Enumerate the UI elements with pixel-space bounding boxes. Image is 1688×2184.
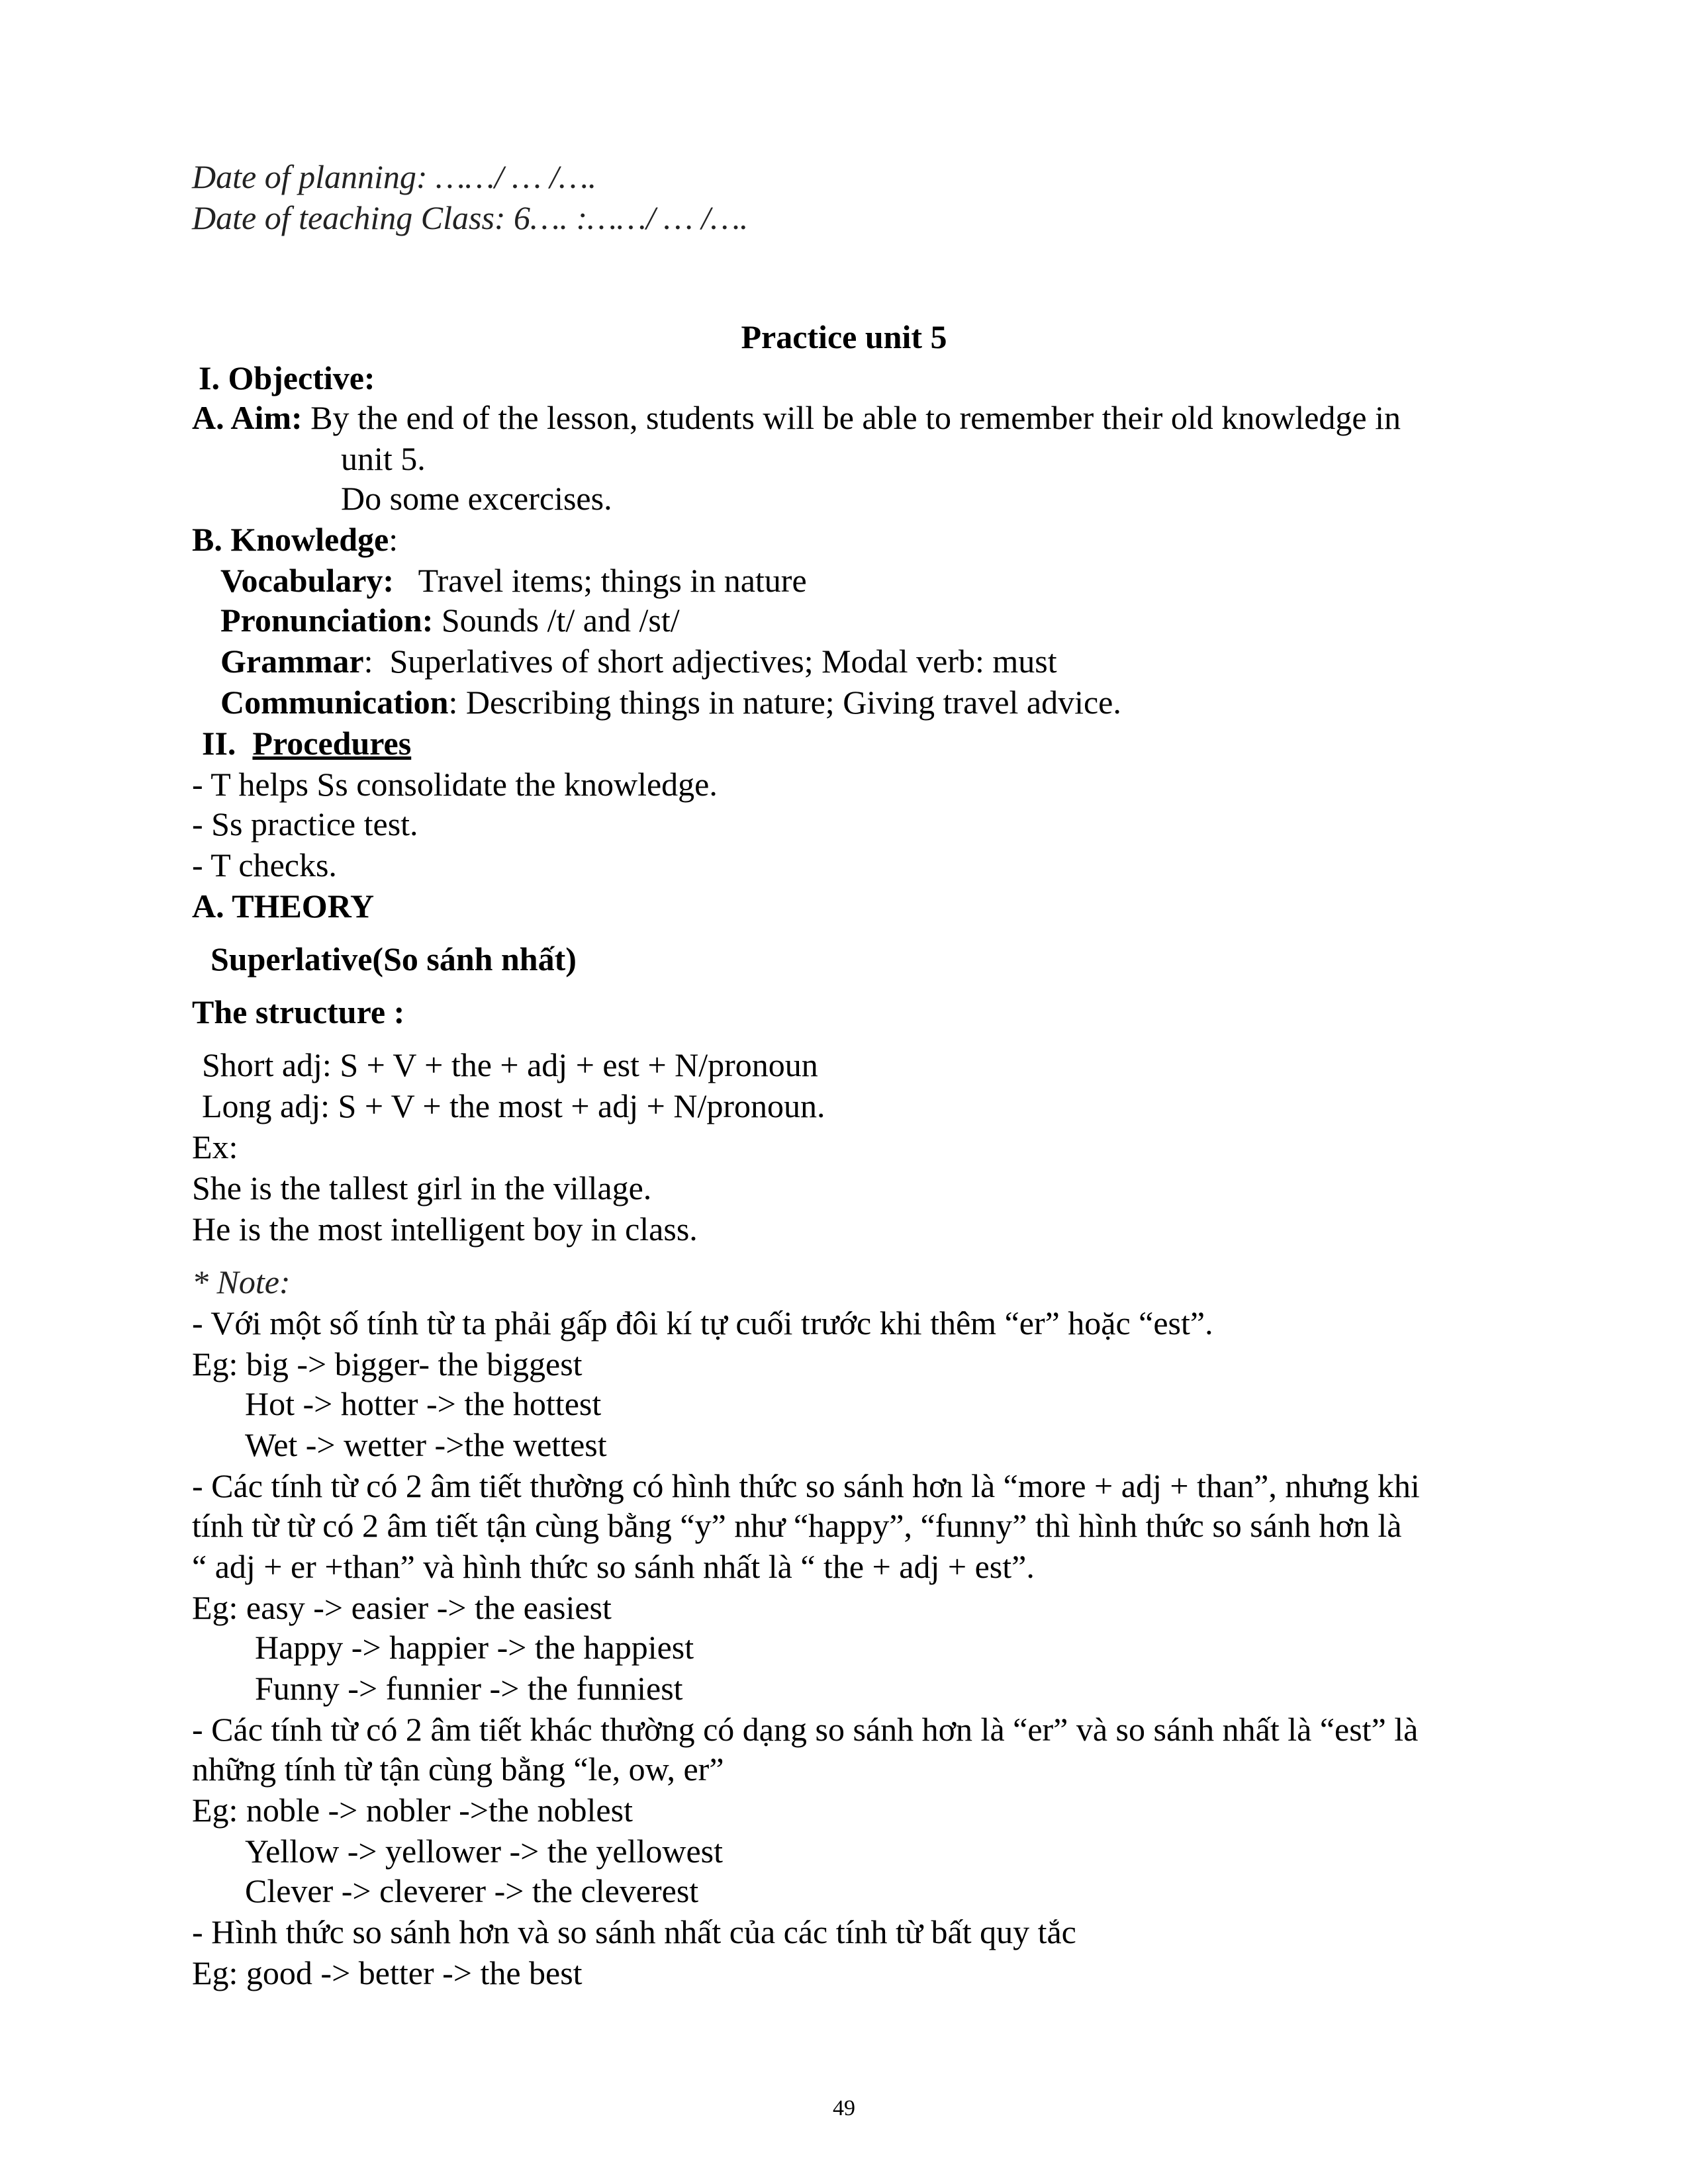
communication-label: Communication xyxy=(220,684,449,721)
procedures-title: Procedures xyxy=(252,725,412,762)
note-example: Funny -> funnier -> the funniest xyxy=(255,1670,683,1707)
theory-heading: A. THEORY xyxy=(192,887,375,925)
superlative-heading: Superlative(So sánh nhất) xyxy=(211,940,577,978)
vocabulary-line xyxy=(220,560,807,601)
date-of-teaching: Date of teaching Class: 6…. :……/ … /…. xyxy=(192,199,749,236)
note-example: Hot -> hotter -> the hottest xyxy=(245,1385,602,1422)
pronunciation-line xyxy=(220,600,680,641)
note-example: Eg: good -> better -> the best xyxy=(192,1954,583,1991)
note-rule: - Các tính từ có 2 âm tiết thường có hình thức so sánh hơn là “more + adj + than”, nhưng khi xyxy=(192,1467,1420,1504)
note-rule: “ adj + er +than” và hình thức so sánh nhất là “ the + adj + est”. xyxy=(192,1548,1035,1585)
procedure-step: - T checks. xyxy=(192,846,337,884)
procedures-number: II. xyxy=(202,725,236,762)
note-example: Eg: big -> bigger- the biggest xyxy=(192,1345,583,1383)
long-adj-structure: Long adj: S + V + the most + adj + N/pronoun. xyxy=(202,1087,825,1124)
grammar-label: Grammar xyxy=(220,643,364,680)
procedures-heading xyxy=(202,723,411,764)
note-example: Clever -> cleverer -> the cleverest xyxy=(245,1872,699,1909)
note-example: Yellow -> yellower -> the yellowest xyxy=(245,1833,724,1870)
knowledge-heading xyxy=(192,519,398,560)
note-rule: tính từ từ có 2 âm tiết tận cùng bằng “y” như “happy”, “funny” thì hình thức so sánh hơn là xyxy=(192,1507,1402,1544)
communication-text: : Describing things in nature; Giving travel advice. xyxy=(448,684,1121,721)
aim-extra: Do some excercises. xyxy=(341,480,612,517)
pronunciation-label: Pronunciation: xyxy=(220,602,434,639)
example-sentence: He is the most intelligent boy in class. xyxy=(192,1210,698,1248)
note-example: Eg: noble -> nobler ->the noblest xyxy=(192,1792,633,1829)
example-label: Ex: xyxy=(192,1128,238,1165)
structure-heading: The structure : xyxy=(192,993,405,1030)
page-number: 49 xyxy=(833,2096,855,2120)
note-example: Happy -> happier -> the happiest xyxy=(255,1629,694,1666)
note-example: Wet -> wetter ->the wettest xyxy=(245,1426,607,1463)
example-sentence: She is the tallest girl in the village. xyxy=(192,1169,652,1206)
aim-text: By the end of the lesson, students will be able to remember their old knowledge in xyxy=(310,399,1401,436)
aim-line xyxy=(192,397,1401,438)
procedure-step: - Ss practice test. xyxy=(192,805,418,842)
objective-heading: I. Objective: xyxy=(199,359,375,396)
note-example: Eg: easy -> easier -> the easiest xyxy=(192,1589,612,1626)
page-title: Practice unit 5 xyxy=(741,318,947,355)
vocabulary-label: Vocabulary: xyxy=(220,562,395,599)
note-label: * Note: xyxy=(192,1263,291,1300)
procedure-step: - T helps Ss consolidate the knowledge. xyxy=(192,766,718,803)
note-rule: - Hình thức so sánh hơn và so sánh nhất của các tính từ bất quy tắc xyxy=(192,1913,1076,1950)
vocabulary-text: Travel items; things in nature xyxy=(394,562,807,599)
knowledge-colon: : xyxy=(389,521,399,558)
aim-label: A. Aim: xyxy=(192,399,303,436)
date-of-planning: Date of planning: ……/ … /…. xyxy=(192,158,597,195)
note-rule: - Các tính từ có 2 âm tiết khác thường có dạng so sánh hơn là “er” và so sánh nhất là “est” là xyxy=(192,1711,1419,1748)
communication-line xyxy=(220,682,1121,723)
grammar-text: : Superlatives of short adjectives; Modal verb: must xyxy=(363,643,1057,680)
pronunciation-text: Sounds /t/ and /st/ xyxy=(433,602,680,639)
note-rule: - Với một số tính từ ta phải gấp đôi kí tự cuối trước khi thêm “er” hoặc “est”. xyxy=(192,1304,1213,1342)
note-rule: những tính từ tận cùng bằng “le, ow, er” xyxy=(192,1751,724,1788)
aim-continuation: unit 5. xyxy=(341,440,426,477)
knowledge-label: B. Knowledge xyxy=(192,521,389,558)
short-adj-structure: Short adj: S + V + the + adj + est + N/pronoun xyxy=(202,1046,818,1083)
grammar-line xyxy=(220,641,1057,682)
